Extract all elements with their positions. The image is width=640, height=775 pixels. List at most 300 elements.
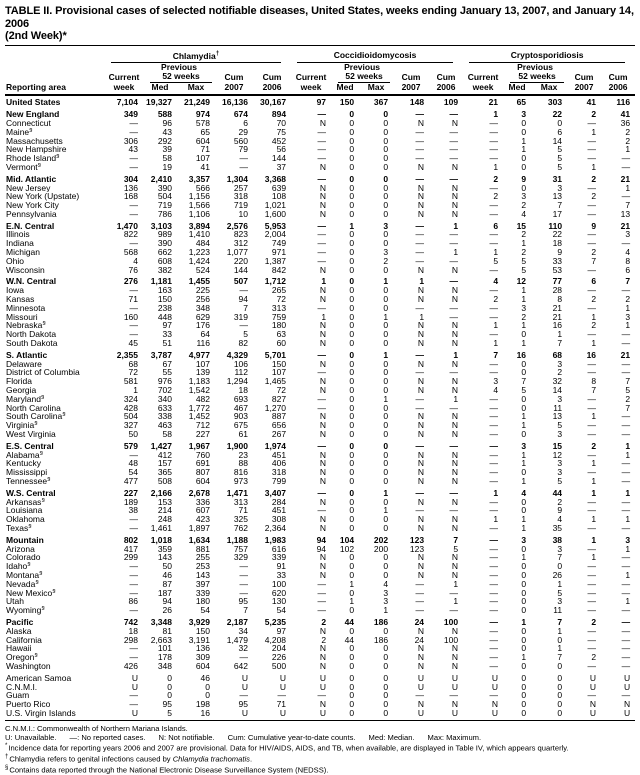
value-cell: N [319, 459, 327, 469]
value-cell: 762 [233, 523, 248, 533]
value-cell: — [587, 450, 597, 460]
value-cell: N [451, 468, 459, 477]
value-cell: 2 [493, 295, 499, 304]
value-cell: 1,471 [226, 487, 248, 498]
value-cell: 0 [349, 339, 355, 348]
value-cell: 0 [521, 506, 527, 516]
value-cell: — [415, 109, 425, 119]
value-cell: 150 [271, 359, 287, 369]
value-cell: 0 [383, 497, 389, 507]
value-cell: U [601, 709, 635, 720]
value-cell: 5 [557, 162, 563, 172]
value-cell: 0 [383, 477, 389, 486]
reporting-area-cell: West Virginia [6, 430, 56, 439]
value-cell: N [451, 570, 459, 580]
value-cell: 21 [488, 97, 499, 108]
value-cell: — [587, 136, 597, 146]
value-cell: 1,900 [226, 440, 248, 451]
value-cell: 0 [557, 700, 563, 709]
value-cell: 1 [349, 597, 355, 607]
value-cell: 7 [453, 534, 459, 545]
value-cell: 0 [383, 626, 389, 636]
value-cell: — [587, 201, 597, 210]
table-row [5, 266, 635, 275]
value-cell: 5,235 [264, 616, 287, 627]
value-cell: — [415, 230, 425, 240]
reporting-area-cell: Florida [6, 377, 32, 387]
value-cell: N [451, 209, 459, 219]
value-cell: N [319, 468, 327, 477]
value-cell: — [317, 579, 327, 589]
value-cell: 5 [557, 477, 563, 486]
value-cell: 608 [157, 256, 172, 266]
value-cell: 1,021 [264, 201, 287, 210]
value-cell: 802 [123, 534, 138, 545]
value-cell: 144 [233, 265, 248, 275]
value-cell: — [317, 173, 327, 184]
table-row [5, 571, 635, 580]
value-cell: 0 [349, 421, 355, 431]
value-cell: — [621, 523, 631, 533]
value-cell: 318 [271, 468, 287, 477]
value-cell: 0 [383, 386, 389, 395]
value-cell: 504 [123, 412, 138, 422]
value-cell: 757 [233, 544, 248, 554]
value-cell: 0 [521, 570, 527, 580]
value-cell: 0 [383, 201, 389, 210]
value-cell: 560 [233, 136, 248, 146]
table-row [5, 671, 635, 683]
value-cell: 298 [123, 635, 138, 645]
col-header-current-week-coccidioidomycosis: Current week [291, 63, 331, 96]
value-cell: N [319, 209, 327, 219]
value-cell: 1 [521, 321, 527, 331]
value-cell: 365 [157, 468, 172, 477]
value-cell: — [415, 368, 425, 378]
value-cell: 19 [162, 162, 172, 172]
value-cell: 150 [339, 97, 355, 108]
value-cell: 0 [349, 450, 355, 460]
value-cell: 3,357 [188, 173, 210, 184]
value-cell: 24 [414, 635, 425, 645]
value-cell: N [417, 377, 425, 387]
value-cell: — [587, 626, 597, 636]
value-cell: — [415, 588, 425, 598]
value-cell: 123 [409, 534, 425, 545]
value-cell: — [621, 477, 631, 486]
reporting-area-cell: Nevada§ [6, 579, 39, 589]
value-cell: 18 [552, 239, 563, 249]
nedss-marker: § [34, 421, 38, 427]
value-cell: 2 [591, 321, 597, 331]
value-cell: U [623, 682, 631, 692]
value-cell: 87 [162, 579, 172, 589]
value-cell: N [417, 700, 425, 709]
value-cell: — [415, 579, 425, 589]
value-cell: 44 [552, 487, 563, 498]
value-cell: 3 [557, 183, 563, 193]
value-cell: 0 [349, 506, 355, 516]
value-cell: 0 [349, 349, 355, 360]
value-cell: 0 [349, 286, 355, 296]
value-cell: N [417, 386, 425, 395]
table-row [5, 348, 635, 360]
value-cell: 1 [557, 644, 563, 654]
value-cell: 0 [167, 672, 172, 683]
value-cell: — [415, 349, 425, 360]
value-cell: 0 [383, 421, 389, 431]
value-cell: — [415, 597, 425, 607]
value-cell: 0 [383, 368, 389, 378]
table-row [5, 154, 635, 163]
value-cell: 308 [271, 515, 287, 524]
value-cell: 3 [521, 109, 527, 119]
value-cell: 9 [557, 506, 563, 516]
value-cell: 0 [349, 644, 355, 654]
table-row [5, 274, 635, 286]
value-cell: 1 [625, 515, 631, 524]
table-title-line2: (2nd Week)* [5, 30, 67, 42]
reporting-area-cell: Iowa [6, 286, 24, 296]
value-cell: 46 [200, 672, 210, 683]
value-cell: N [417, 515, 425, 524]
value-cell: 107 [195, 359, 210, 369]
value-cell: 17 [552, 209, 563, 219]
value-cell: 0 [521, 672, 527, 683]
value-cell: 72 [276, 386, 287, 395]
value-cell: N [417, 421, 425, 431]
value-cell: 21 [552, 312, 563, 322]
value-cell: N [417, 201, 425, 210]
value-cell: 0 [349, 118, 355, 128]
value-cell: 187 [157, 588, 172, 598]
value-cell: — [239, 562, 248, 571]
value-cell: 0 [349, 682, 355, 692]
value-cell: 180 [271, 321, 287, 331]
value-cell: — [489, 579, 499, 589]
table-row [5, 691, 635, 700]
value-cell: 807 [195, 468, 210, 477]
value-cell: 0 [383, 562, 389, 571]
value-cell: 37 [276, 162, 287, 172]
value-cell: 276 [123, 276, 138, 287]
value-cell: U [589, 672, 597, 683]
value-cell: 106 [233, 359, 248, 369]
value-cell: 1 [591, 534, 597, 545]
value-cell: 0 [349, 321, 355, 331]
value-cell: N [451, 523, 459, 533]
value-cell: — [317, 368, 327, 378]
value-cell: 7 [521, 377, 527, 387]
value-cell: 0 [521, 359, 527, 369]
value-cell: — [489, 145, 499, 155]
reporting-area-cell: Ohio [6, 256, 24, 266]
value-cell: — [317, 349, 327, 360]
value-cell: N [319, 162, 327, 172]
value-cell: 382 [157, 265, 172, 275]
value-cell: N [417, 497, 425, 507]
value-cell: N [319, 644, 327, 654]
table-title-line1: TABLE II. Provisional cases of selected notifiable diseases, United States, weeks ending January 13, 2007, and January 14, 2006 [5, 5, 634, 30]
value-cell: 2,576 [226, 220, 248, 231]
value-cell: — [489, 544, 499, 554]
value-cell: 1 [383, 506, 389, 516]
value-cell: 1 [625, 487, 631, 498]
value-cell: N [319, 661, 327, 671]
value-cell: — [449, 368, 459, 378]
value-cell: U [279, 672, 287, 683]
value-cell: 3 [383, 248, 389, 257]
value-cell: N [319, 359, 327, 369]
value-cell: — [129, 579, 138, 589]
value-cell: 2,410 [150, 173, 172, 184]
value-cell: N [451, 626, 459, 636]
table-row [5, 627, 635, 636]
legend-med: Med: Median. [368, 733, 415, 743]
table-row [5, 709, 635, 720]
reporting-area-cell: Michigan [6, 248, 41, 257]
value-cell: — [415, 220, 425, 231]
value-cell: — [621, 162, 631, 172]
table-body [5, 95, 635, 720]
value-cell: 7 [625, 276, 631, 287]
value-cell: 604 [195, 477, 210, 486]
value-cell: 1,772 [188, 403, 210, 413]
table-row [5, 477, 635, 486]
table-row [5, 321, 635, 330]
value-cell: 566 [195, 183, 210, 193]
nedss-marker: § [27, 562, 31, 568]
value-cell: — [621, 421, 631, 431]
col-header-med-cryptosporidiosis: Med [503, 83, 531, 96]
value-cell: N [417, 468, 425, 477]
value-cell: — [489, 394, 499, 404]
value-cell: — [449, 109, 459, 119]
value-cell: — [415, 248, 425, 257]
value-cell: 9 [521, 173, 527, 184]
value-cell: 639 [271, 183, 287, 193]
value-cell: 61 [238, 430, 248, 439]
value-cell: 15 [516, 220, 527, 231]
value-cell: — [317, 136, 327, 146]
value-cell: 1,410 [188, 230, 210, 240]
value-cell: 0 [383, 691, 389, 701]
value-cell: N [319, 412, 327, 422]
dagger-marker: † [215, 49, 220, 57]
value-cell: 4 [493, 386, 499, 395]
value-cell: 903 [233, 412, 248, 422]
value-cell: — [489, 403, 499, 413]
value-cell: 0 [349, 248, 355, 257]
value-cell: 1,452 [188, 412, 210, 422]
value-cell: 30,167 [260, 97, 287, 108]
value-cell: 3 [557, 359, 563, 369]
value-cell: — [449, 127, 459, 137]
value-cell: 3 [625, 534, 631, 545]
value-cell: 0 [359, 709, 393, 720]
value-cell: 13 [620, 209, 631, 219]
table-row [5, 360, 635, 369]
value-cell: N [451, 192, 459, 202]
value-cell: 1 [493, 339, 499, 348]
value-cell: 1 [521, 459, 527, 469]
value-cell: 33 [162, 330, 172, 340]
value-cell: — [587, 286, 597, 296]
value-cell: — [129, 239, 138, 249]
table-row [5, 395, 635, 404]
value-cell: 0 [383, 644, 389, 654]
value-cell: N [319, 562, 327, 571]
value-cell: 2 [521, 312, 527, 322]
value-cell: 0 [383, 136, 389, 146]
value-cell: 2,187 [226, 616, 248, 627]
value-cell: — [317, 597, 327, 607]
value-cell: 0 [349, 359, 355, 369]
footnote-legend [5, 733, 637, 742]
value-cell: 97 [276, 626, 287, 636]
value-cell: N [319, 570, 327, 580]
value-cell: 0 [521, 394, 527, 404]
value-cell: — [489, 230, 499, 240]
value-cell: 1 [419, 276, 425, 287]
value-cell: 32 [238, 644, 248, 654]
value-cell: 3 [493, 377, 499, 387]
value-cell: 1 [321, 276, 327, 287]
value-cell: — [587, 562, 597, 571]
value-cell: — [621, 239, 631, 249]
value-cell: 110 [548, 220, 563, 231]
table-row [5, 459, 635, 468]
value-cell: N [417, 286, 425, 296]
reporting-area-cell: Pacific [6, 616, 34, 627]
value-cell: 760 [195, 450, 210, 460]
value-cell: 1 [591, 162, 597, 172]
value-cell: 620 [271, 588, 287, 598]
value-cell: 702 [157, 386, 172, 395]
group-header-row [5, 45, 635, 63]
value-cell: 0 [349, 136, 355, 146]
reporting-area-header: Reporting area [5, 45, 105, 95]
value-cell: 100 [271, 579, 287, 589]
value-cell: 0 [349, 173, 355, 184]
value-cell: — [317, 239, 327, 249]
value-cell: — [239, 653, 248, 662]
value-cell: 41 [586, 97, 597, 108]
value-cell: N [451, 201, 459, 210]
value-cell: 299 [123, 553, 138, 563]
value-cell: — [489, 127, 499, 137]
value-cell: U [291, 709, 331, 720]
value-cell: 53 [552, 265, 563, 275]
value-cell: 1 [521, 136, 527, 146]
value-cell: 0 [349, 183, 355, 193]
value-cell: 21 [620, 173, 631, 184]
value-cell: 7,104 [116, 97, 138, 108]
value-cell: — [587, 303, 597, 313]
value-cell: — [415, 154, 425, 163]
value-cell: 202 [373, 534, 389, 545]
value-cell: N [623, 700, 631, 709]
table-row [5, 107, 635, 119]
group-header-cryptosporidiosis: Cryptosporidiosis [463, 45, 635, 63]
value-cell: 2 [521, 230, 527, 240]
value-cell: 1,455 [188, 276, 210, 287]
value-cell: N [451, 183, 459, 193]
value-cell: 1,600 [264, 209, 287, 219]
col-header-previous-52-weeks-cryptosporidiosis: Previous 52 weeks [503, 63, 567, 83]
value-cell: 265 [271, 286, 287, 296]
value-cell: 1 [521, 653, 527, 662]
value-cell: 1 [453, 248, 459, 257]
reporting-area-cell: Washington [6, 661, 51, 671]
value-cell: 94 [316, 544, 327, 554]
value-cell: 16 [516, 349, 527, 360]
value-cell: — [489, 412, 499, 422]
value-cell: 448 [157, 312, 172, 322]
value-cell: 827 [271, 394, 287, 404]
table-row [5, 700, 635, 709]
value-cell: — [621, 468, 631, 477]
value-cell: 77 [552, 276, 563, 287]
value-cell: 227 [123, 487, 138, 498]
value-cell: — [129, 450, 138, 460]
value-cell: 0 [349, 239, 355, 249]
value-cell: 5 [557, 154, 563, 163]
value-cell: 5 [143, 709, 177, 720]
value-cell: 3,929 [188, 616, 210, 627]
value-cell: — [239, 321, 248, 331]
value-cell: 284 [271, 497, 287, 507]
value-cell: 79 [238, 145, 248, 155]
value-cell: — [587, 570, 597, 580]
value-cell: 0 [349, 162, 355, 172]
value-cell: 507 [233, 276, 248, 287]
value-cell: 336 [195, 497, 210, 507]
value-cell: — [317, 248, 327, 257]
value-cell: 1 [625, 544, 631, 554]
value-cell: 0 [383, 265, 389, 275]
value-cell: N [417, 570, 425, 580]
value-cell: — [415, 606, 425, 615]
value-cell: N [451, 497, 459, 507]
value-cell: 248 [157, 515, 172, 524]
reporting-area-cell: North Dakota [6, 330, 57, 340]
value-cell: 2 [591, 616, 597, 627]
table-row [5, 580, 635, 589]
value-cell: N [417, 359, 425, 369]
value-cell: 973 [233, 477, 248, 486]
value-cell: 56 [276, 145, 287, 155]
value-cell: 1,018 [150, 534, 172, 545]
table-row [5, 219, 635, 231]
value-cell: N [589, 700, 597, 709]
value-cell: U [417, 682, 425, 692]
value-cell: 463 [157, 421, 172, 431]
value-cell: 54 [128, 468, 138, 477]
value-cell: 60 [276, 339, 287, 348]
nedss-marker: § [52, 588, 56, 594]
nedss-marker: § [39, 570, 43, 577]
value-cell: — [449, 506, 459, 516]
value-cell: U [623, 672, 631, 683]
value-cell: 7 [557, 653, 563, 662]
value-cell: 178 [157, 653, 172, 662]
value-cell: — [129, 588, 138, 598]
col-header-previous-52-weeks-coccidioidomycosis: Previous 52 weeks [331, 63, 393, 83]
value-cell: 0 [521, 644, 527, 654]
footnote-section: §Contains data reported through the National Electronic Disease Surveillance System (NEDSS). [5, 764, 329, 775]
value-cell: — [587, 359, 597, 369]
